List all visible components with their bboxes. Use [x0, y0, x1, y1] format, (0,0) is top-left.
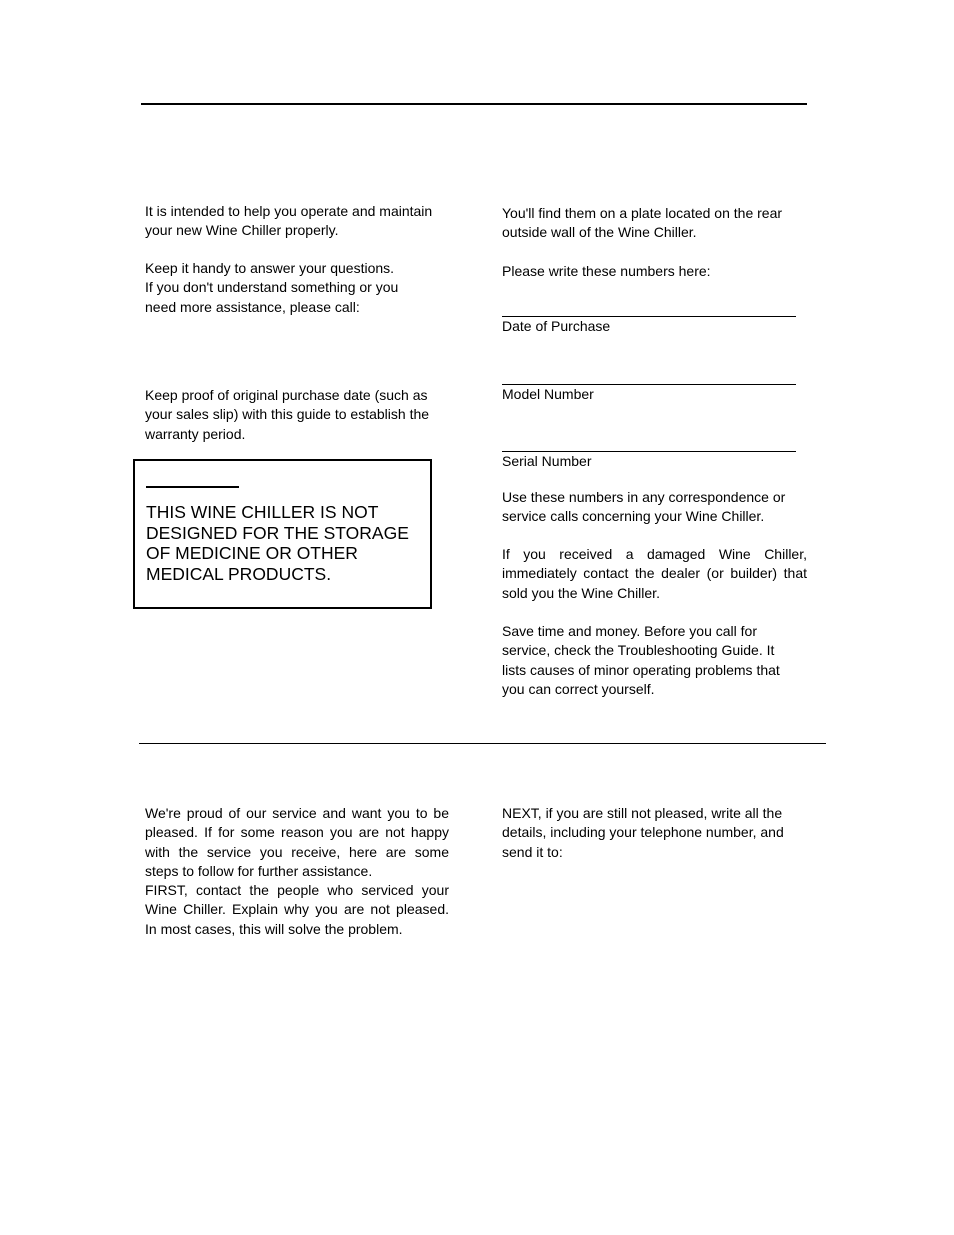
warning-header-bar	[146, 486, 239, 488]
service-pride-paragraph	[145, 804, 449, 939]
intro-paragraph: It is intended to help you operate and maintain your new Wine Chiller properly.	[145, 203, 433, 239]
purchase-proof-paragraph: Keep proof of original purchase date (such as your sales slip) with this guide to establish the warranty period.	[145, 387, 430, 442]
damaged-chiller-paragraph	[502, 545, 807, 603]
warning-box	[133, 459, 432, 609]
model-number-label: Model Number	[502, 386, 594, 402]
date-of-purchase-label: Date of Purchase	[502, 318, 611, 334]
plate-location-paragraph: You'll find them on a plate located on the rear outside wall of the Wine Chiller.	[502, 205, 783, 241]
questions-paragraph: Keep it handy to answer your questions. If you don't understand something or you need more assistance, please call:	[145, 260, 399, 315]
service-line: pleased. If for some reason you are not happy	[145, 824, 449, 841]
warning-text: THIS WINE CHILLER IS NOT DESIGNED FOR THE STORAGE OF MEDICINE OR OTHER MEDICAL PRODUCTS.	[146, 502, 409, 585]
top-divider-rule	[141, 103, 807, 105]
service-line: We're proud of our service and want you to be	[145, 805, 449, 821]
damaged-line: sold you the Wine Chiller.	[502, 584, 660, 601]
correspondence-paragraph: Use these numbers in any correspondence or service calls concerning your Wine Chiller.	[502, 489, 786, 525]
damaged-line: immediately contact the dealer (or builder) that	[502, 565, 807, 582]
first-step-line: FIRST, contact the people who serviced your	[145, 882, 449, 899]
service-line: with the service you receive, here are some	[145, 843, 449, 860]
damaged-line: If you received a damaged Wine Chiller,	[502, 546, 807, 562]
serial-number-label: Serial Number	[502, 453, 592, 469]
save-time-paragraph: Save time and money. Before you call for service, check the Troubleshooting Guide. It lists causes of minor operating problems that you can correct yourself.	[502, 623, 780, 697]
first-step-line: In most cases, this will solve the problem.	[145, 920, 403, 937]
next-step-paragraph: NEXT, if you are still not pleased, write all the details, including your telephone number, and send it to:	[502, 805, 784, 860]
first-step-line: Wine Chiller. Explain why you are not pleased.	[145, 901, 449, 918]
write-numbers-prompt: Please write these numbers here:	[502, 263, 711, 279]
section-divider-rule	[139, 743, 826, 744]
service-line: steps to follow for further assistance.	[145, 862, 373, 879]
